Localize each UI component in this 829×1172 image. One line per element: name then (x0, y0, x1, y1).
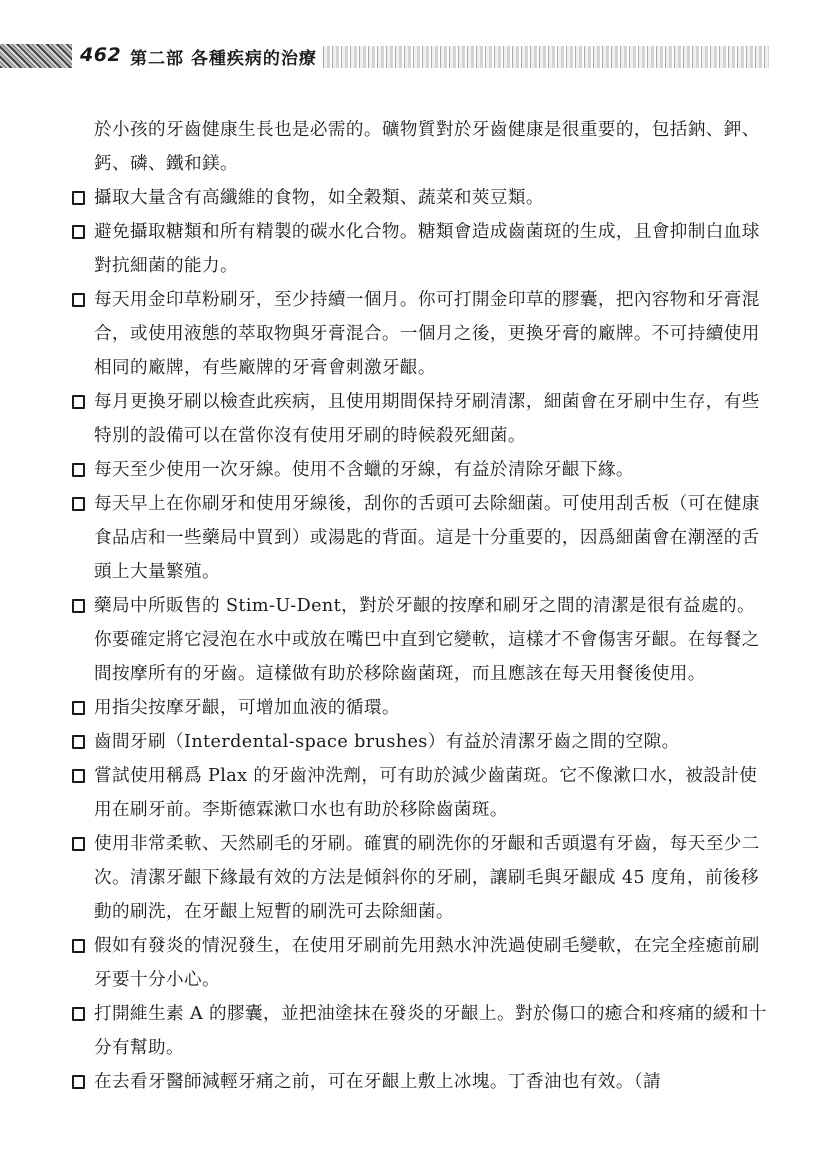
list-item (72, 589, 772, 691)
list-item-text: 攝取大量含有高纖維的食物，如全穀類、蔬菜和莢豆類。 (94, 188, 544, 208)
list-item-text: 假如有發炎的情況發生，在使用牙刷前先用熱水沖洗過使刷毛變軟，在完全痊癒前刷牙要十分小心。 (94, 936, 760, 990)
list-item (72, 181, 772, 215)
checkbox-icon (72, 939, 85, 953)
checkbox-icon (72, 191, 85, 205)
intro-paragraph: 於小孩的牙齒健康生長也是必需的。礦物質對於牙齒健康是很重要的，包括鈉、鉀、鈣、磷、鐵和鎂。 (94, 120, 760, 174)
checkbox-icon (72, 395, 85, 409)
list-item-text: 用指尖按摩牙齦，可增加血液的循環。 (94, 698, 400, 718)
checkbox-icon (72, 1007, 85, 1021)
checkbox-icon (72, 497, 85, 511)
checkbox-icon (72, 735, 85, 749)
checkbox-icon (72, 599, 85, 613)
checkbox-icon (72, 769, 85, 783)
checkbox-icon (72, 293, 85, 307)
header-band (318, 46, 769, 68)
list-item-text: 齒間牙刷（Interdental-space brushes）有益於清潔牙齒之間的空隙。 (94, 732, 680, 752)
list-item (72, 759, 772, 827)
checkbox-icon (72, 463, 85, 477)
list-item (72, 487, 772, 589)
running-header (0, 36, 829, 80)
list-item (72, 453, 772, 487)
chapter-title: 第二部 各種疾病的治療 (130, 44, 323, 69)
checkbox-icon (72, 1075, 85, 1089)
list-item (72, 691, 772, 725)
header-decoration (0, 44, 72, 68)
list-item-text: 嘗試使用稱爲 Plax 的牙齒沖洗劑，可有助於減少齒菌斑。它不像漱口水，被設計使用在刷牙前。李斯德霖漱口水也有助於移除齒菌斑。 (94, 766, 758, 820)
checkbox-icon (72, 225, 85, 239)
list-item-text: 每月更換牙刷以檢查此疾病，且使用期間保持牙刷清潔，細菌會在牙刷中生存，有些特別的設備可以在當你沒有使用牙刷的時候殺死細菌。 (94, 392, 760, 446)
list-item (72, 827, 772, 929)
checkbox-icon (72, 701, 85, 715)
checkbox-icon (72, 837, 85, 851)
list-item-text: 打開維生素 A 的膠囊，並把油塗抹在發炎的牙齦上。對於傷口的癒合和疼痛的緩和十分有幫助。 (94, 1004, 767, 1058)
page-body (72, 113, 772, 1099)
list-item (72, 215, 772, 283)
list-item-text: 每天至少使用一次牙線。使用不含蠟的牙線，有益於清除牙齦下緣。 (94, 460, 634, 480)
list-item-text: 每天早上在你刷牙和使用牙線後，刮你的舌頭可去除細菌。可使用刮舌板（可在健康食品店和一些藥局中買到）或湯匙的背面。這是十分重要的，因爲細菌會在潮溼的舌頭上大量繁殖。 (94, 494, 760, 582)
list-item (72, 929, 772, 997)
list-item-text: 藥局中所販售的 Stim-U-Dent，對於牙齦的按摩和刷牙之間的清潔是很有益處的。你要確定將它浸泡在水中或放在嘴巴中直到它變軟，這樣才不會傷害牙齦。在每餐之間按摩所有的牙齒。這樣做有助於移除齒菌斑，而且應該在每天用餐後使用。 (94, 596, 760, 684)
list-item-text: 每天用金印草粉刷牙，至少持續一個月。你可打開金印草的膠囊，把內容物和牙膏混合，或使用液態的萃取物與牙膏混合。一個月之後，更換牙膏的廠牌。不可持續使用相同的廠牌，有些廠牌的牙膏會刺激牙齦。 (94, 290, 760, 378)
list-item (72, 997, 772, 1065)
list-item-text: 使用非常柔軟、天然刷毛的牙刷。確實的刷洗你的牙齦和舌頭還有牙齒，每天至少二次。清潔牙齦下緣最有效的方法是傾斜你的牙刷，讓刷毛與牙齦成 45 度角，前後移動的刷洗，在牙齦上短暫的刷洗可去除細菌。 (94, 834, 760, 922)
list-item-text: 在去看牙醫師減輕牙痛之前，可在牙齦上敷上冰塊。丁香油也有效。（請 (94, 1072, 662, 1092)
list-item (72, 385, 772, 453)
list-item (72, 283, 772, 385)
list-item (72, 725, 772, 759)
list-item (72, 1065, 772, 1099)
page-number: 462 (80, 44, 122, 66)
list-item-text: 避免攝取糖類和所有精製的碳水化合物。糖類會造成齒菌斑的生成，且會抑制白血球對抗細菌的能力。 (94, 222, 760, 276)
